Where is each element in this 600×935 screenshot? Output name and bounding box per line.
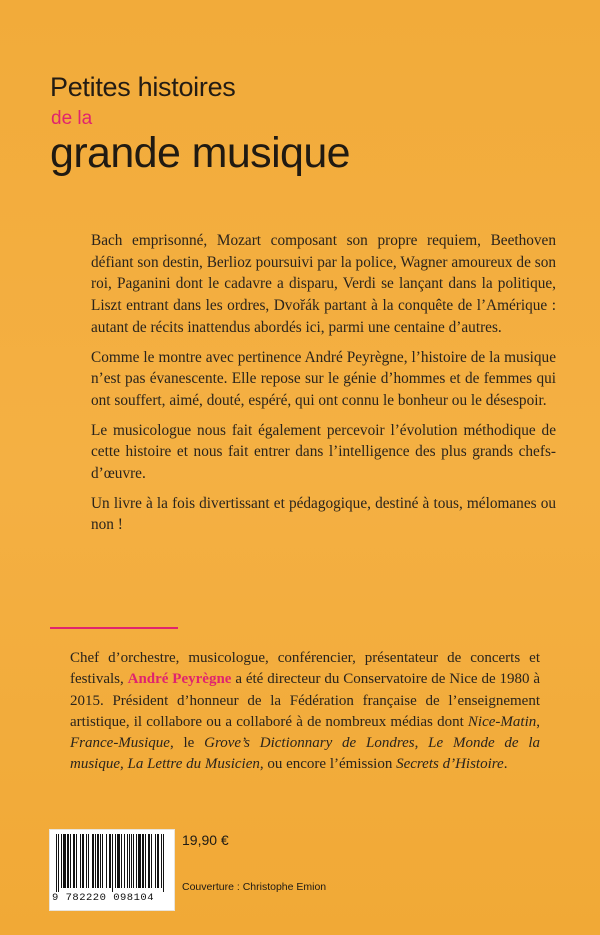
- bio-text-1: Chef d’orchestre, musicologue, conférencier, présentateur de concerts et festivals,: [70, 650, 540, 688]
- bio-sep-5: , ou encore l’émission: [259, 756, 397, 773]
- barcode-bars-icon: [56, 834, 168, 892]
- media-nice-matin: Nice-Matin: [467, 713, 537, 730]
- media-le-monde-de-la-musique: Le Monde de la musique: [70, 735, 541, 773]
- media-la-lettre-du-musicien: La Lettre du Musicien: [127, 756, 260, 773]
- synopsis-paragraph-1: Bach emprisonné, Mozart composant son propre requiem, Beethoven défiant son destin, Berlioz poursuivi par la police, Wagner amoureux de son roi, Paganini dont le cadavre a disparu, Verdi se lançant dans la politique, Liszt entrant dans les ordres, Dvořák partant à la conquête de l’Amérique : autant de récits inattendus abordés ici, parmi une centaine d’autres.: [91, 232, 556, 336]
- title-line-2: de la: [51, 108, 93, 129]
- price: 19,90 €: [182, 832, 229, 848]
- synopsis-paragraph-3: Le musicologue nous fait également percevoir l’évolution méthodique de cette histoire et nous fait entrer dans l’intelligence des plus grands chefs-d’œuvre.: [91, 421, 556, 483]
- cover-credit: Couverture : Christophe Emion: [182, 881, 327, 893]
- isbn-barcode: [49, 829, 175, 911]
- bio-sep-3: ,: [414, 735, 429, 752]
- bio-text-2: a été directeur du Conservatoire de Nice de 1980 à 2015. Président d’honneur de la Fédération française de l’enseignement artistique, il collabore ou a collaboré à de nombreux médias dont: [70, 671, 540, 730]
- author-name: André Peyrègne: [127, 671, 232, 688]
- bio-sep-4: ,: [120, 756, 128, 773]
- synopsis-paragraph-2: Comme le montre avec pertinence André Peyrègne, l’histoire de la musique n’est pas évanescente. Elle repose sur le génie d’hommes et de femmes qui ont souffert, aimé, douté, espéré, qui ont connu le bonheur ou le désespoir.: [91, 348, 556, 409]
- section-divider: [50, 627, 178, 629]
- synopsis: [91, 230, 556, 544]
- bio-sep-2: , le: [169, 735, 205, 752]
- bio-sep-1: ,: [536, 713, 540, 730]
- synopsis-paragraph-4: Un livre à la fois divertissant et pédagogique, destiné à tous, mélomanes ou non !: [91, 494, 556, 534]
- title-block: [50, 70, 550, 176]
- media-groves-dictionnary: Grove’s Dictionnary de Londres: [204, 735, 415, 752]
- media-france-musique: France-Musique: [70, 735, 170, 752]
- bio-end: .: [503, 756, 508, 773]
- title-line-1: Petites histoires: [50, 72, 236, 102]
- title-line-3: grande musique: [50, 129, 350, 177]
- media-secrets-d-histoire: Secrets d’Histoire: [396, 756, 504, 773]
- isbn-digits: 9 782220 098104: [52, 892, 155, 904]
- author-bio: [70, 648, 540, 776]
